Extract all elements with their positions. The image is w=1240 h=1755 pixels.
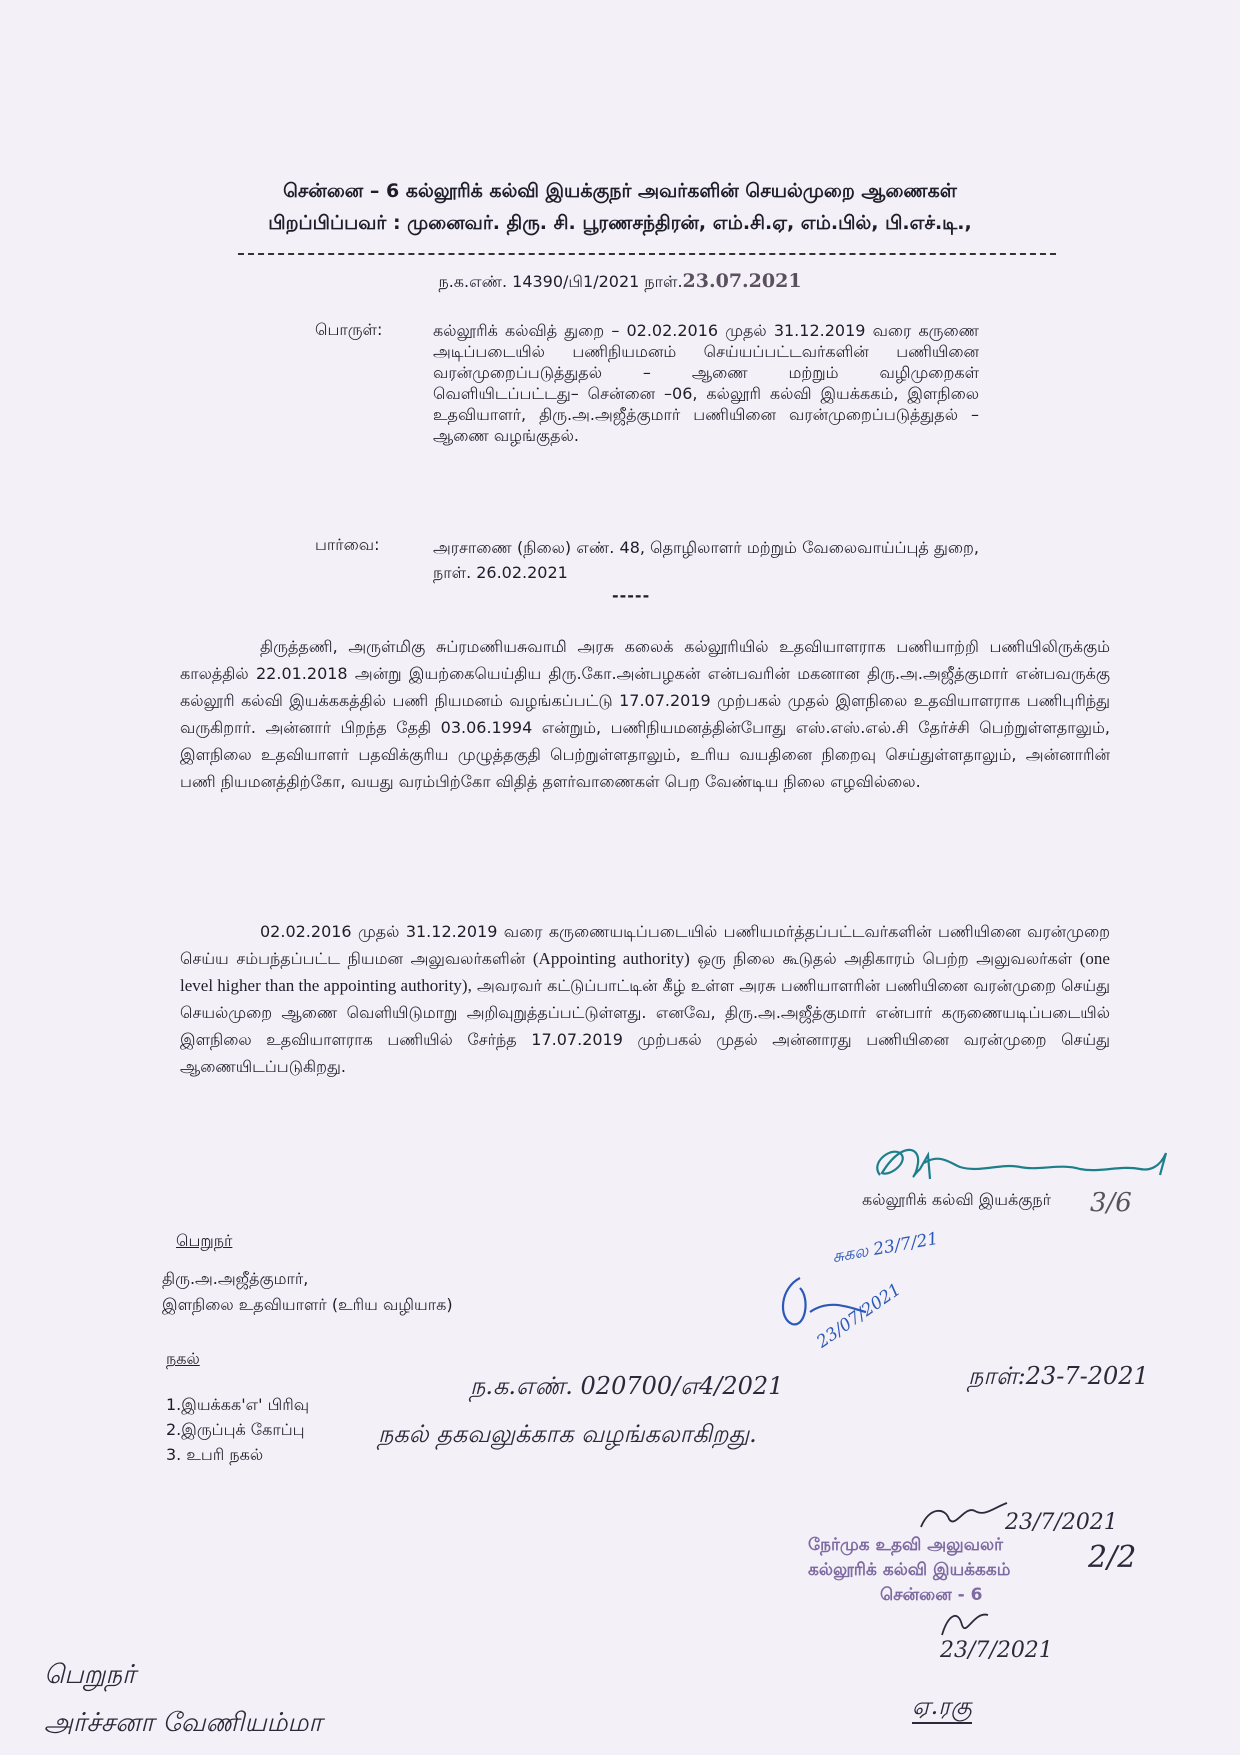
handwritten-ref-date: நாள்:23-7-2021 — [968, 1362, 1149, 1390]
handwritten-sign-date: 23/7/2021 — [1005, 1510, 1118, 1535]
signatory-designation: கல்லூரிக் கல்வி இயக்குநர் — [862, 1190, 1051, 1209]
reference-date: 23.07.2021 — [682, 270, 802, 292]
director-signature-image — [860, 1133, 1180, 1193]
issuer-line: பிறப்பிப்பவர் : முனைவர். திரு. சி. பூரணசந்திரன், எம்.சி.ஏ, எம்.பில், பி.எச்.டி., — [268, 212, 972, 234]
handwritten-bottom-left-2: அர்ச்சனா வேணியம்மா — [44, 1708, 323, 1738]
paragraph-2-part2: ஒரு நிலை கூடுதல் அதிகாரம் பெற்ற அலுவலர்கள் — [697, 949, 1073, 968]
reference-number — [0, 270, 1240, 293]
handwritten-bottom-left-1: பெறுநர் — [44, 1660, 136, 1690]
reference-order-text: அரசாணை (நிலை) எண். 48, தொழிலாளர் மற்றும் வேலைவாய்ப்புத் துறை, நாள். 26.02.2021 — [433, 538, 979, 582]
paragraph-2-en1: (Appointing authority) — [532, 949, 690, 968]
document-heading: சென்னை – 6 கல்லூரிக் கல்வி இயக்குநர் அவர்களின் செயல்முறை ஆணைகள் — [283, 180, 957, 202]
body-paragraph-2 — [180, 918, 1110, 1080]
stamp-line-2: கல்லூரிக் கல்வி இயக்ககம் — [808, 1560, 1011, 1580]
reference-text: ந.க.எண். 14390/பி1/2021 நாள். — [438, 272, 683, 291]
header-divider — [238, 253, 1056, 255]
handwritten-copy-note: நகல் தகவலுக்காக வழங்கலாகிறது. — [378, 1420, 757, 1448]
copy-heading: நகல் — [166, 1349, 200, 1368]
recipient-heading: பெறுநர் — [176, 1231, 233, 1250]
paragraph-2-part1: 02.02.2016 முதல் 31.12.2019 வரை கருணையடிப்படையில் பணியமர்த்தப்பட்டவர்களின் பணியினை வரன்முறை செய்ய சம்பந்தப்பட்ட நியமன அலுவலர்களின் — [180, 922, 1110, 968]
paragraph-1-text: திருத்தணி, அருள்மிகு சுப்ரமணியசுவாமி அரசு கலைக் கல்லூரியில் உதவியாளராக பணியாற்றி பணியிலிருக்கும் காலத்தில் 22.01.2018 அன்று இயற்கையெய்திய திரு.கோ.அன்பழகன் என்பவரின் மகனான திரு.அ.அஜீத்குமார் என்பவருக்கு கல்லூரி கல்வி இயக்ககத்தில் பணி நியமனம் வழங்கப்பட்டு 17.07.2019 முற்பகல் முதல் இளநிலை உதவியாளராக பணிபுரிந்து வருகிறார். அன்னார் பிறந்த தேதி 03.06.1994 என்றும், பணிநியமனத்தின்போது எஸ்.எஸ்.எல்.சி தேர்ச்சி பெற்றுள்ளதாலும், இளநிலை உதவியாளர் பதவிக்குரிய முழுத்தகுதி பெற்றுள்ளதாலும், உரிய வயதினை நிறைவு செய்துள்ளதாலும், அன்னாரின் பணி நியமனத்திற்கோ, வயது வரம்பிற்கோ விதித் தளர்வாணைகள் பெற வேண்டிய நிலை எழவில்லை. — [180, 637, 1110, 791]
handwritten-ref-number: ந.க.எண். 020700/எ4/2021 — [470, 1372, 784, 1400]
signatory-initial: 3/6 — [1090, 1188, 1132, 1218]
stamp-line-3: சென்னை - 6 — [880, 1585, 983, 1605]
handwritten-note-top: சுகல 23/7/21 — [830, 1228, 940, 1268]
copy-item-1: 1.இயக்கக'எ' பிரிவு — [166, 1395, 310, 1414]
handwritten-date-stamp: 23/07/2021 — [813, 1279, 905, 1353]
signature-underline — [912, 1722, 972, 1724]
recipient-role: இளநிலை உதவியாளர் (உரிய வழியாக) — [162, 1295, 453, 1314]
second-signature-image — [938, 1605, 998, 1641]
handwritten-bottom-right: ஏ.ரகு — [912, 1692, 972, 1720]
body-paragraph-1 — [180, 633, 1110, 795]
paragraph-2-part3: அவரவர் கட்டுப்பாட்டின் கீழ் உள்ள அரசு பணியாளரின் பணியினை வரன்முறை செய்து செயல்முறை ஆணை வெளியிடுமாறு அறிவுறுத்தப்பட்டுள்ளது. எனவே, திரு.அ.அஜீத்குமார் என்பார் கருணையடிப்படையில் இளநிலை உதவியாளராக பணியில் சேர்ந்த 17.07.2019 முற்பகல் முதல் அன்னாரது பணியினை வரன்முறை செய்து ஆணையிடப்படுகிறது. — [180, 976, 1111, 1076]
copy-item-3: 3. உபரி நகல் — [166, 1445, 264, 1464]
stamp-line-1: நேர்முக உதவி அலுவலர் — [808, 1535, 1003, 1555]
handwritten-sign-date-2: 23/7/2021 — [940, 1638, 1053, 1663]
subject-text: கல்லூரிக் கல்வித் துறை – 02.02.2016 முதல் 31.12.2019 வரை கருணை அடிப்படையில் பணிநியமனம் செய்யப்பட்டவர்களின் பணியினை வரன்முறைப்படுத்துதல் – ஆணை மற்றும் வழிமுறைகள் வெளியிடப்பட்டது– சென்னை –06, கல்லூரி கல்வி இயக்ககம், இளநிலை உதவியாளர், திரு.அ.அஜீத்குமார் பணியினை வரன்முறைப்படுத்துதல் – ஆணை வழங்குதல். — [433, 321, 979, 445]
subject-label: பொருள்: — [315, 320, 383, 339]
recipient-name: திரு.அ.அஜீத்குமார், — [162, 1269, 309, 1288]
reference-order-dashes: ----- — [612, 586, 651, 605]
paragraph-2-en2: (one level higher than the appointing authority), — [180, 949, 1110, 995]
reference-order-label: பார்வை: — [315, 535, 380, 554]
pa-signature-image — [915, 1497, 1015, 1537]
handwritten-pa-initial: 2/2 — [1088, 1540, 1137, 1575]
copy-item-2: 2.இருப்புக் கோப்பு — [166, 1420, 305, 1439]
